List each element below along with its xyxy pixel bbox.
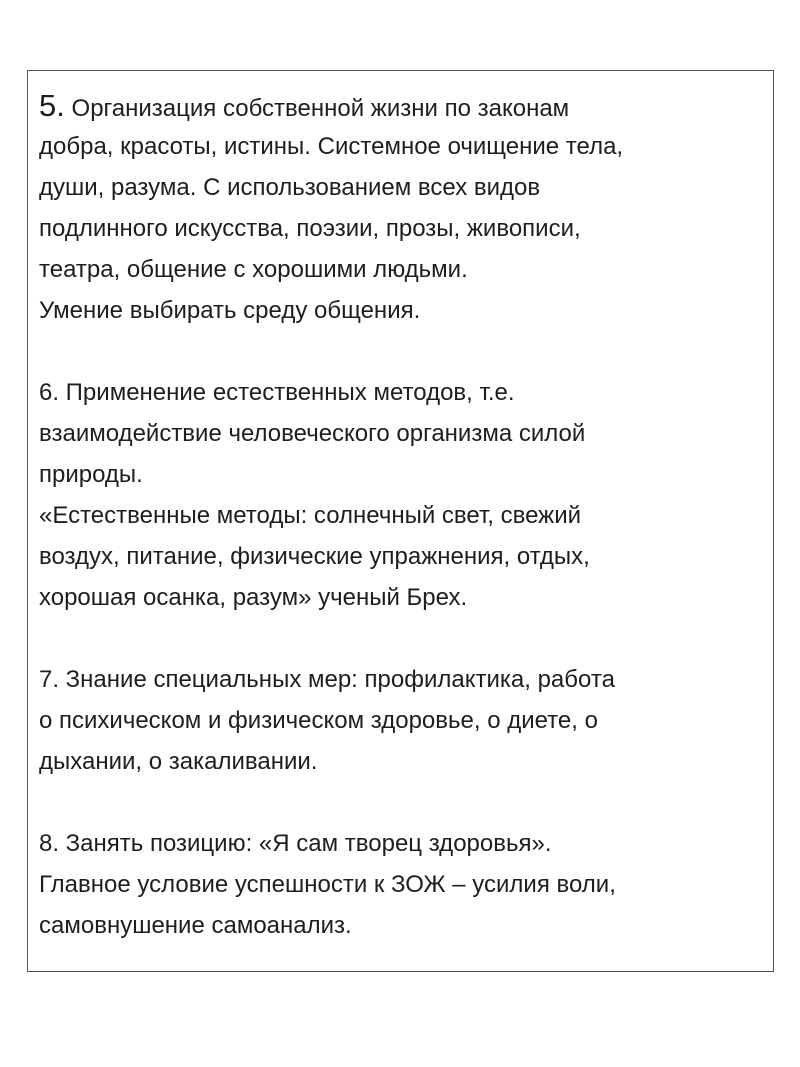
text-line: 8. Занять позицию: «Я сам творец здоровья». (39, 830, 552, 857)
section-8 (39, 823, 763, 946)
text-line: 7. Знание специальных мер: профилактика, работа (39, 666, 615, 693)
text-line: хорошая осанка, разум» ученый Брех. (39, 584, 468, 611)
text-line: подлинного искусства, поэзии, прозы, живописи, (39, 215, 581, 242)
section-7 (39, 659, 763, 782)
text-line: воздух, питание, физические упражнения, отдых, (39, 543, 590, 570)
text-line: о психическом и физическом здоровье, о диете, о (39, 707, 598, 734)
section-number: 5. (39, 88, 65, 123)
text-line: дыхании, о закаливании. (39, 748, 318, 775)
text-line: самовнушение самоанализ. (39, 912, 352, 939)
text-line: Умение выбирать среду общения. (39, 297, 421, 324)
text-line: взаимодействие человеческого организма силой (39, 420, 586, 447)
text-line: театра, общение с хорошими людьми. (39, 256, 468, 283)
text-line: добра, красоты, истины. Системное очищение тела, (39, 133, 624, 160)
text-box (27, 70, 774, 972)
section-5 (39, 85, 763, 331)
text-line: 6. Применение естественных методов, т.е. (39, 379, 515, 406)
text-line: 5. Организация собственной жизни по законам (39, 88, 570, 123)
text-line: природы. (39, 461, 143, 488)
text-line: души, разума. С использованием всех видов (39, 174, 541, 201)
section-6 (39, 372, 763, 618)
text-line: Главное условие успешности к ЗОЖ – усилия воли, (39, 871, 616, 898)
text-line: «Естественные методы: солнечный свет, свежий (39, 502, 582, 529)
